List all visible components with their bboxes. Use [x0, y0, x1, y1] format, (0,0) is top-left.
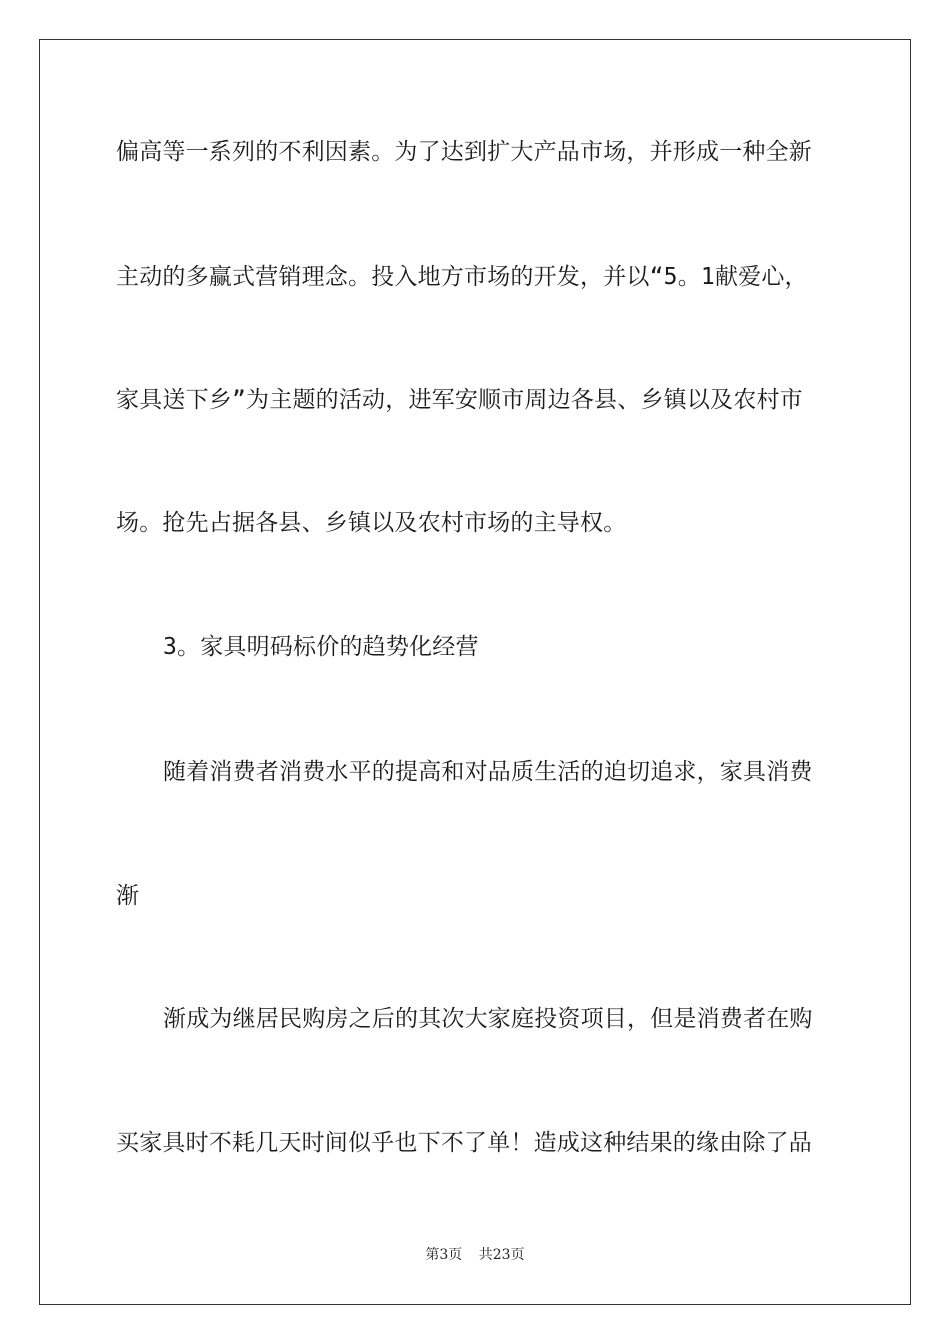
paragraph-line-3: 家具送下乡”为主题的活动，进军安顺市周边各县、乡镇以及农村市	[116, 387, 803, 413]
paragraph-line-6: 渐	[116, 883, 140, 909]
paragraph-line-8: 买家具时不耗几天时间似乎也下不了单！造成这种结果的缘由除了品	[116, 1130, 812, 1156]
paragraph-line-1: 偏高等一系列的不利因素。为了达到扩大产品市场，并形成一种全新	[116, 139, 812, 165]
page-border	[39, 39, 911, 1305]
paragraph-line-2: 主动的多赢式营销理念。投入地方市场的开发，并以“5。1献爱心，	[116, 264, 808, 290]
page-number: 第3页	[425, 1247, 463, 1263]
page-total: 共23页	[478, 1247, 525, 1263]
paragraph-line-4: 场。抢先占据各县、乡镇以及农村市场的主导权。	[116, 510, 627, 536]
section-heading: 3。家具明码标价的趋势化经营	[163, 634, 479, 660]
page-footer	[0, 1244, 950, 1264]
paragraph-line-7: 渐成为继居民购房之后的其次大家庭投资项目，但是消费者在购	[163, 1006, 813, 1032]
paragraph-line-5: 随着消费者消费水平的提高和对品质生活的迫切追求，家具消费	[163, 759, 813, 785]
